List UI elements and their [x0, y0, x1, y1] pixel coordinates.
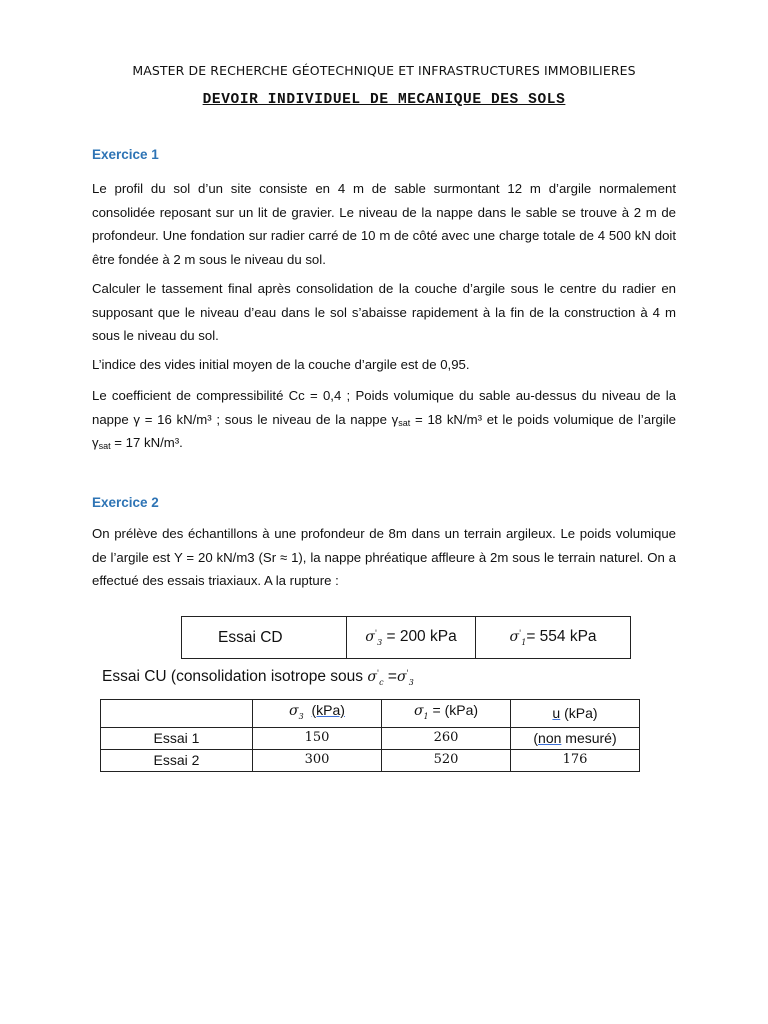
cu-title-text: Essai CU (consolidation isotrope sous: [102, 668, 364, 685]
exercise-1-paragraph-1: Le profil du sol d’un site consiste en 4 m de sable surmontant 12 m d’argile normalement consolidée reposant sur un lit de gravier. Le niveau de la nappe dans le sable se trouve à 2 m de profondeur. Une fondation sur radier carré de 10 m de côté avec une charge totale de 4 500 kN doit être fondée à 2 m sous le niveau du sol.: [92, 181, 676, 267]
essai-cu-title: [102, 668, 414, 687]
table-essai-cd: [181, 616, 631, 659]
row-u: 176: [511, 749, 640, 771]
header-program: MASTER DE RECHERCHE GÉOTECHNIQUE ET INFRASTRUCTURES IMMOBILIERES: [132, 63, 636, 78]
cd-sigma3-value: = 200 kPa: [382, 628, 457, 646]
table-row: [101, 749, 640, 771]
sigma-3-symbol: $\sigma'_3$: [396, 668, 414, 687]
table-essai-cu: [100, 699, 640, 772]
p4-text-b: = 18 kN/m³ et le poids volumique de l’argile γ: [92, 411, 676, 450]
sigma-c-symbol: $\sigma'_c$: [367, 668, 384, 687]
exercise-1-paragraph-2: Calculer le tassement final après consolidation de la couche d’argile sous le centre du radier en supposant que le niveau d’eau dans le sol s’abaisse rapidement à la fin de la construction à 4 m sous le niveau du sol.: [92, 281, 676, 343]
row-u: (non mesuré): [511, 727, 640, 749]
exercise-2-title: Exercice 2: [92, 495, 159, 510]
table-row: [101, 727, 640, 749]
exercise-1-title: Exercice 1: [92, 147, 159, 162]
table-header-row: [101, 700, 640, 728]
cd-sigma3-cell: [347, 617, 476, 659]
row-sigma3: 300: [253, 749, 382, 771]
cd-sigma1-cell: [476, 617, 631, 659]
header-sigma1: $\sigma_1 = (kPa)$: [382, 700, 511, 728]
row-sigma1: 520: [382, 749, 511, 771]
table-row: [182, 617, 631, 659]
exercise-2-paragraph-1: On prélève des échantillons à une profondeur de 8m dans un terrain argileux. Le poids volumique de l’argile est Υ = 20 kN/m3 (Sr ≈ 1), la nappe phréatique affleure à 2m sous le terrain naturel. On a effectué des essais triaxiaux. A la rupture :: [92, 526, 676, 588]
header-u: u (kPa): [511, 700, 640, 728]
row-label: Essai 2: [101, 749, 253, 771]
p4-text-c: = 17 kN/m³.: [110, 435, 183, 450]
sigma3-symbol: $\sigma'_3$: [365, 628, 383, 647]
row-sigma1: 260: [382, 727, 511, 749]
row-sigma3: 150: [253, 727, 382, 749]
cd-label-cell: Essai CD: [182, 617, 347, 659]
sigma1-symbol: $\sigma'_1$: [509, 628, 527, 647]
cd-sigma1-value: = 554 kPa: [526, 628, 597, 646]
exercise-1-paragraph-4: [92, 384, 676, 455]
row-label: Essai 1: [101, 727, 253, 749]
p4-sub-sat-1: sat: [398, 417, 411, 428]
header-assignment-title: DEVOIR INDIVIDUEL DE MECANIQUE DES SOLS: [202, 92, 566, 108]
cu-equals: =: [383, 668, 397, 685]
header-empty-cell: [101, 700, 253, 728]
p4-text-a: Le coefficient de compressibilité Cc = 0,4 ; Poids volumique du sable au-dessus du niveau de la nappe γ = 16 kN/m³ ; sous le niveau de la nappe γ: [92, 388, 676, 427]
header-sigma3: $\sigma_3$ (kPa): [253, 700, 382, 728]
exercise-1-paragraph-3: L’indice des vides initial moyen de la couche d’argile est de 0,95.: [92, 357, 470, 372]
p4-sub-sat-2: sat: [98, 441, 111, 451]
